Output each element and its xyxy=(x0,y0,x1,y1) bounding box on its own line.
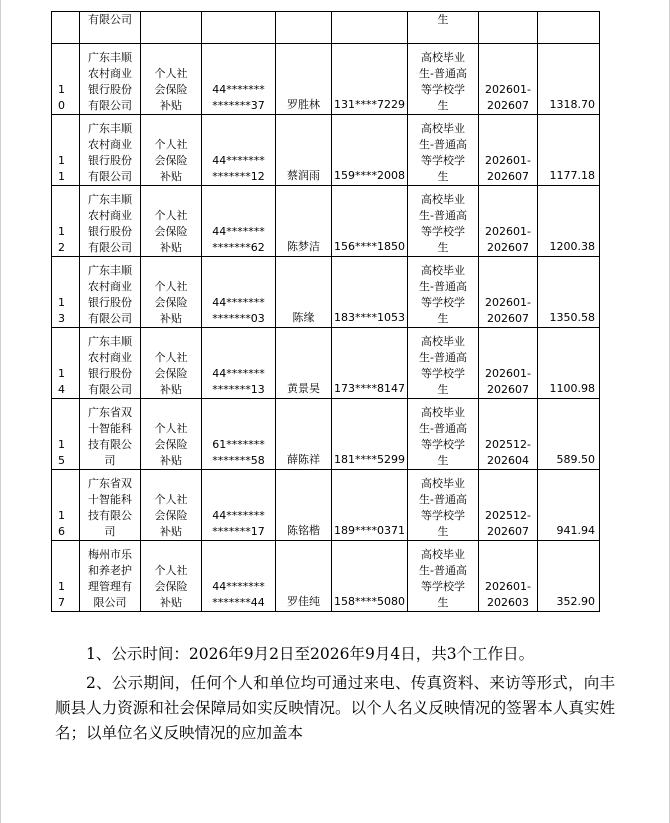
table-row-top xyxy=(52,12,600,44)
cell-category-text: 生 xyxy=(437,99,449,112)
cell-phone xyxy=(332,12,408,44)
cell-index-text: 1 xyxy=(58,296,65,309)
cell-company-text: 农村商业 xyxy=(88,138,132,151)
cell-subsidy-text: 会保险 xyxy=(154,83,188,96)
cell-id-text: *******17 xyxy=(212,525,265,538)
cell-name xyxy=(276,186,332,257)
cell-period xyxy=(479,470,538,541)
cell-amount-text: 1318.70 xyxy=(549,98,595,111)
cell-id-text: 44******* xyxy=(212,154,265,167)
notice-paragraph-2: 2、公示期间，任何个人和单位均可通过来电、传真资料、来访等形式，向丰顺县人力资源和社会保障局如实反映情况。以个人名义反映情况的签署本人真实姓名；以单位名义反映情况的应加盖本 xyxy=(55,674,615,742)
cell-index xyxy=(52,328,80,399)
notice-text xyxy=(55,642,615,746)
cell-phone-text: 158****5080 xyxy=(334,595,405,608)
cell-category-text: 高校毕业 xyxy=(421,122,465,135)
cell-company-text: 银行股份 xyxy=(88,367,132,380)
cell-amount xyxy=(538,186,600,257)
cell-subsidy-text: 补贴 xyxy=(160,525,182,538)
cell-category-text: 生 xyxy=(437,383,449,396)
cell-index-text: 1 xyxy=(58,83,65,96)
cell-period-text: 202607 xyxy=(487,241,529,254)
cell-name xyxy=(276,328,332,399)
cell-phone-text: 173****8147 xyxy=(334,382,405,395)
cell-period xyxy=(479,44,538,115)
cell-company xyxy=(80,12,141,44)
cell-phone-text: 183****1053 xyxy=(334,311,405,324)
cell-category-text: 生 xyxy=(437,241,449,254)
cell-subsidy xyxy=(141,12,202,44)
cell-id-text: 44******* xyxy=(212,83,265,96)
cell-subsidy-text: 会保险 xyxy=(154,154,188,167)
cell-category-text: 生-普通高 xyxy=(419,564,467,577)
cell-category-text: 生-普通高 xyxy=(419,138,467,151)
cell-company-text: 和养老护 xyxy=(88,564,132,577)
cell-name-text: 陈梦洁 xyxy=(287,240,320,253)
cell-id xyxy=(202,44,276,115)
cell-period-text: 202601- xyxy=(485,580,531,593)
cell-phone-text: 181****5299 xyxy=(334,453,405,466)
cell-amount xyxy=(538,257,600,328)
cell-subsidy-text: 补贴 xyxy=(160,454,182,467)
cell-period xyxy=(479,541,538,612)
cell-category-text: 等学校学 xyxy=(421,509,465,522)
cell-phone xyxy=(332,399,408,470)
cell-subsidy xyxy=(141,186,202,257)
cell-id xyxy=(202,470,276,541)
cell-name-text: 陈铭楷 xyxy=(287,524,320,537)
table-row xyxy=(52,115,600,186)
cell-category xyxy=(408,470,479,541)
cell-id-text: *******62 xyxy=(212,241,265,254)
cell-index xyxy=(52,257,80,328)
cell-subsidy-text: 补贴 xyxy=(160,383,182,396)
cell-id-text: *******37 xyxy=(212,99,265,112)
cell-amount xyxy=(538,470,600,541)
cell-index-text: 1 xyxy=(58,154,65,167)
cell-category-text: 等学校学 xyxy=(421,367,465,380)
cell-subsidy xyxy=(141,399,202,470)
cell-company-text: 有限公司 xyxy=(88,99,132,112)
cell-period-text: 202601- xyxy=(485,296,531,309)
cell-id-text: *******58 xyxy=(212,454,265,467)
cell-company-text: 广东丰顺 xyxy=(88,51,132,64)
cell-company-text: 银行股份 xyxy=(88,154,132,167)
cell-category-text: 高校毕业 xyxy=(421,51,465,64)
cell-id xyxy=(202,257,276,328)
cell-company xyxy=(80,328,141,399)
cell-subsidy-text: 会保险 xyxy=(154,225,188,238)
cell-id-text: 44******* xyxy=(212,225,265,238)
cell-subsidy-text: 补贴 xyxy=(160,241,182,254)
cell-period xyxy=(479,328,538,399)
cell-period-text: 202607 xyxy=(487,525,529,538)
cell-period-text: 202512- xyxy=(485,438,531,451)
cell-amount-text: 352.90 xyxy=(556,595,595,608)
cell-amount-text: 1200.38 xyxy=(549,240,595,253)
cell-period-text: 202601- xyxy=(485,83,531,96)
cell-subsidy-text: 个人社 xyxy=(154,209,188,222)
cell-category-text: 等学校学 xyxy=(421,83,465,96)
cell-index-text: 7 xyxy=(58,596,65,609)
cell-id-text: 44******* xyxy=(212,367,265,380)
page-edge-left xyxy=(0,0,1,823)
cell-index-text: 3 xyxy=(58,312,65,325)
cell-name-text: 陈缘 xyxy=(292,311,315,324)
cell-index-text: 1 xyxy=(58,509,65,522)
cell-phone xyxy=(332,541,408,612)
cell-index-text: 1 xyxy=(58,225,65,238)
cell-subsidy xyxy=(141,115,202,186)
cell-category-text: 等学校学 xyxy=(421,154,465,167)
cell-company-text: 银行股份 xyxy=(88,225,132,238)
cell-category-text: 生 xyxy=(437,596,449,609)
cell-index xyxy=(52,470,80,541)
cell-category-text: 等学校学 xyxy=(421,296,465,309)
cell-subsidy-text: 会保险 xyxy=(154,367,188,380)
cell-index-text: 1 xyxy=(58,580,65,593)
cell-name xyxy=(276,12,332,44)
cell-subsidy-text: 会保险 xyxy=(154,509,188,522)
cell-company-text: 十智能科 xyxy=(88,422,132,435)
cell-name xyxy=(276,44,332,115)
cell-company-text: 银行股份 xyxy=(88,296,132,309)
cell-period-text: 202603 xyxy=(487,596,529,609)
cell-subsidy xyxy=(141,257,202,328)
cell-name xyxy=(276,399,332,470)
cell-company xyxy=(80,470,141,541)
table-row xyxy=(52,186,600,257)
cell-name-text: 薛陈祥 xyxy=(287,453,320,466)
cell-amount-text: 941.94 xyxy=(556,524,595,537)
cell-subsidy-text: 个人社 xyxy=(154,564,188,577)
cell-amount-text: 589.50 xyxy=(556,453,595,466)
cell-period-text: 202607 xyxy=(487,312,529,325)
cell-index-text: 5 xyxy=(58,454,65,467)
table-row xyxy=(52,257,600,328)
cell-category-text: 生-普通高 xyxy=(419,209,467,222)
cell-amount xyxy=(538,328,600,399)
cell-period-text: 202604 xyxy=(487,454,529,467)
cell-category-text: 高校毕业 xyxy=(421,264,465,277)
cell-category-text: 生-普通高 xyxy=(419,493,467,506)
cell-id-text: 61******* xyxy=(212,438,265,451)
cell-phone xyxy=(332,115,408,186)
cell-company-text: 技有限公 xyxy=(88,438,132,451)
cell-id xyxy=(202,115,276,186)
cell-company-text: 有限公司 xyxy=(88,241,132,254)
cell-subsidy xyxy=(141,328,202,399)
cell-company-text: 农村商业 xyxy=(88,67,132,80)
cell-phone-text: 159****2008 xyxy=(334,169,405,182)
category-text: 生 xyxy=(437,13,449,26)
cell-company-text: 技有限公 xyxy=(88,509,132,522)
cell-category-text: 生 xyxy=(437,454,449,467)
cell-company-text: 司 xyxy=(104,525,116,538)
cell-period xyxy=(479,399,538,470)
cell-name-text: 黄景昊 xyxy=(287,382,320,395)
cell-id-text: *******44 xyxy=(212,596,265,609)
subsidy-table xyxy=(51,11,600,612)
company-text: 有限公司 xyxy=(88,13,132,26)
cell-subsidy-text: 个人社 xyxy=(154,351,188,364)
cell-subsidy-text: 会保险 xyxy=(154,580,188,593)
cell-name-text: 蔡润雨 xyxy=(287,169,320,182)
cell-category xyxy=(408,399,479,470)
cell-phone xyxy=(332,44,408,115)
cell-company-text: 理管理有 xyxy=(88,580,132,593)
cell-period xyxy=(479,115,538,186)
cell-company-text: 银行股份 xyxy=(88,83,132,96)
cell-category-text: 高校毕业 xyxy=(421,477,465,490)
cell-company-text: 有限公司 xyxy=(88,170,132,183)
cell-category xyxy=(408,186,479,257)
cell-id-text: 44******* xyxy=(212,580,265,593)
cell-phone xyxy=(332,470,408,541)
table-row xyxy=(52,541,600,612)
cell-id xyxy=(202,12,276,44)
cell-id xyxy=(202,541,276,612)
cell-index xyxy=(52,399,80,470)
cell-subsidy-text: 补贴 xyxy=(160,596,182,609)
cell-company-text: 有限公司 xyxy=(88,312,132,325)
cell-index-text: 1 xyxy=(58,170,65,183)
cell-company-text: 农村商业 xyxy=(88,280,132,293)
cell-period xyxy=(479,12,538,44)
cell-period-text: 202601- xyxy=(485,154,531,167)
cell-category-text: 等学校学 xyxy=(421,438,465,451)
cell-id xyxy=(202,186,276,257)
cell-subsidy-text: 补贴 xyxy=(160,99,182,112)
cell-amount-text: 1177.18 xyxy=(549,169,595,182)
cell-period-text: 202607 xyxy=(487,99,529,112)
cell-period-text: 202607 xyxy=(487,383,529,396)
cell-index-text: 1 xyxy=(58,438,65,451)
cell-subsidy-text: 个人社 xyxy=(154,67,188,80)
cell-category-text: 生 xyxy=(437,170,449,183)
cell-name xyxy=(276,115,332,186)
cell-amount xyxy=(538,541,600,612)
cell-subsidy-text: 个人社 xyxy=(154,138,188,151)
cell-subsidy-text: 补贴 xyxy=(160,170,182,183)
cell-category-text: 生-普通高 xyxy=(419,351,467,364)
cell-name-text: 罗胜林 xyxy=(287,98,320,111)
cell-category-text: 生-普通高 xyxy=(419,422,467,435)
cell-category xyxy=(408,257,479,328)
cell-company-text: 梅州市乐 xyxy=(88,548,132,561)
cell-category-text: 生-普通高 xyxy=(419,280,467,293)
cell-company-text: 广东省双 xyxy=(88,406,132,419)
cell-company-text: 限公司 xyxy=(93,596,127,609)
cell-company-text: 司 xyxy=(104,454,116,467)
cell-company xyxy=(80,186,141,257)
cell-amount-text: 1100.98 xyxy=(549,382,595,395)
table-row xyxy=(52,399,600,470)
cell-category xyxy=(408,115,479,186)
cell-company xyxy=(80,115,141,186)
cell-category-text: 生 xyxy=(437,525,449,538)
cell-category xyxy=(408,12,479,44)
cell-name-text: 罗佳纯 xyxy=(287,595,320,608)
cell-subsidy-text: 个人社 xyxy=(154,280,188,293)
cell-index xyxy=(52,541,80,612)
cell-phone xyxy=(332,257,408,328)
table-row xyxy=(52,328,600,399)
cell-subsidy xyxy=(141,541,202,612)
cell-phone xyxy=(332,328,408,399)
cell-company xyxy=(80,399,141,470)
cell-id-text: 44******* xyxy=(212,509,265,522)
cell-category-text: 高校毕业 xyxy=(421,406,465,419)
cell-subsidy-text: 会保险 xyxy=(154,438,188,451)
cell-company-text: 十智能科 xyxy=(88,493,132,506)
cell-company xyxy=(80,44,141,115)
cell-index xyxy=(52,115,80,186)
cell-category xyxy=(408,541,479,612)
cell-amount-text: 1350.58 xyxy=(549,311,595,324)
cell-id-text: *******13 xyxy=(212,383,265,396)
cell-id-text: *******12 xyxy=(212,170,265,183)
cell-period-text: 202607 xyxy=(487,170,529,183)
cell-company-text: 有限公司 xyxy=(88,383,132,396)
cell-subsidy-text: 个人社 xyxy=(154,493,188,506)
cell-index xyxy=(52,12,80,44)
cell-subsidy-text: 补贴 xyxy=(160,312,182,325)
cell-id-text: *******03 xyxy=(212,312,265,325)
cell-category-text: 高校毕业 xyxy=(421,548,465,561)
cell-index-text: 6 xyxy=(58,525,65,538)
table-row xyxy=(52,470,600,541)
cell-company-text: 广东省双 xyxy=(88,477,132,490)
cell-category-text: 生 xyxy=(437,312,449,325)
cell-period xyxy=(479,186,538,257)
cell-name xyxy=(276,257,332,328)
cell-name xyxy=(276,541,332,612)
cell-category-text: 生-普通高 xyxy=(419,67,467,80)
cell-amount xyxy=(538,44,600,115)
cell-period-text: 202512- xyxy=(485,509,531,522)
cell-id xyxy=(202,399,276,470)
cell-company-text: 广东丰顺 xyxy=(88,335,132,348)
cell-index-text: 0 xyxy=(58,99,65,112)
cell-subsidy xyxy=(141,470,202,541)
cell-id xyxy=(202,328,276,399)
cell-company-text: 农村商业 xyxy=(88,351,132,364)
cell-company xyxy=(80,541,141,612)
cell-category-text: 等学校学 xyxy=(421,580,465,593)
cell-phone-text: 131****7229 xyxy=(334,98,405,111)
cell-category-text: 高校毕业 xyxy=(421,335,465,348)
cell-phone-text: 156****1850 xyxy=(334,240,405,253)
cell-period xyxy=(479,257,538,328)
cell-company-text: 广东丰顺 xyxy=(88,264,132,277)
cell-company-text: 广东丰顺 xyxy=(88,193,132,206)
cell-company-text: 农村商业 xyxy=(88,209,132,222)
cell-phone-text: 189****0371 xyxy=(334,524,405,537)
cell-index-text: 4 xyxy=(58,383,65,396)
cell-category-text: 等学校学 xyxy=(421,225,465,238)
cell-index xyxy=(52,186,80,257)
cell-company xyxy=(80,257,141,328)
cell-category xyxy=(408,328,479,399)
cell-amount xyxy=(538,399,600,470)
cell-phone xyxy=(332,186,408,257)
cell-period-text: 202601- xyxy=(485,367,531,380)
cell-category-text: 高校毕业 xyxy=(421,193,465,206)
cell-category xyxy=(408,44,479,115)
cell-subsidy xyxy=(141,44,202,115)
cell-subsidy-text: 会保险 xyxy=(154,296,188,309)
cell-amount xyxy=(538,12,600,44)
cell-index-text: 2 xyxy=(58,241,65,254)
cell-amount xyxy=(538,115,600,186)
cell-period-text: 202601- xyxy=(485,225,531,238)
table-row xyxy=(52,44,600,115)
cell-id-text: 44******* xyxy=(212,296,265,309)
cell-name xyxy=(276,470,332,541)
cell-index-text: 1 xyxy=(58,367,65,380)
notice-paragraph-1: 1、公示时间：2026年9月2日至2026年9月4日，共3个工作日。 xyxy=(86,645,535,663)
cell-index xyxy=(52,44,80,115)
cell-company-text: 广东丰顺 xyxy=(88,122,132,135)
cell-subsidy-text: 个人社 xyxy=(154,422,188,435)
